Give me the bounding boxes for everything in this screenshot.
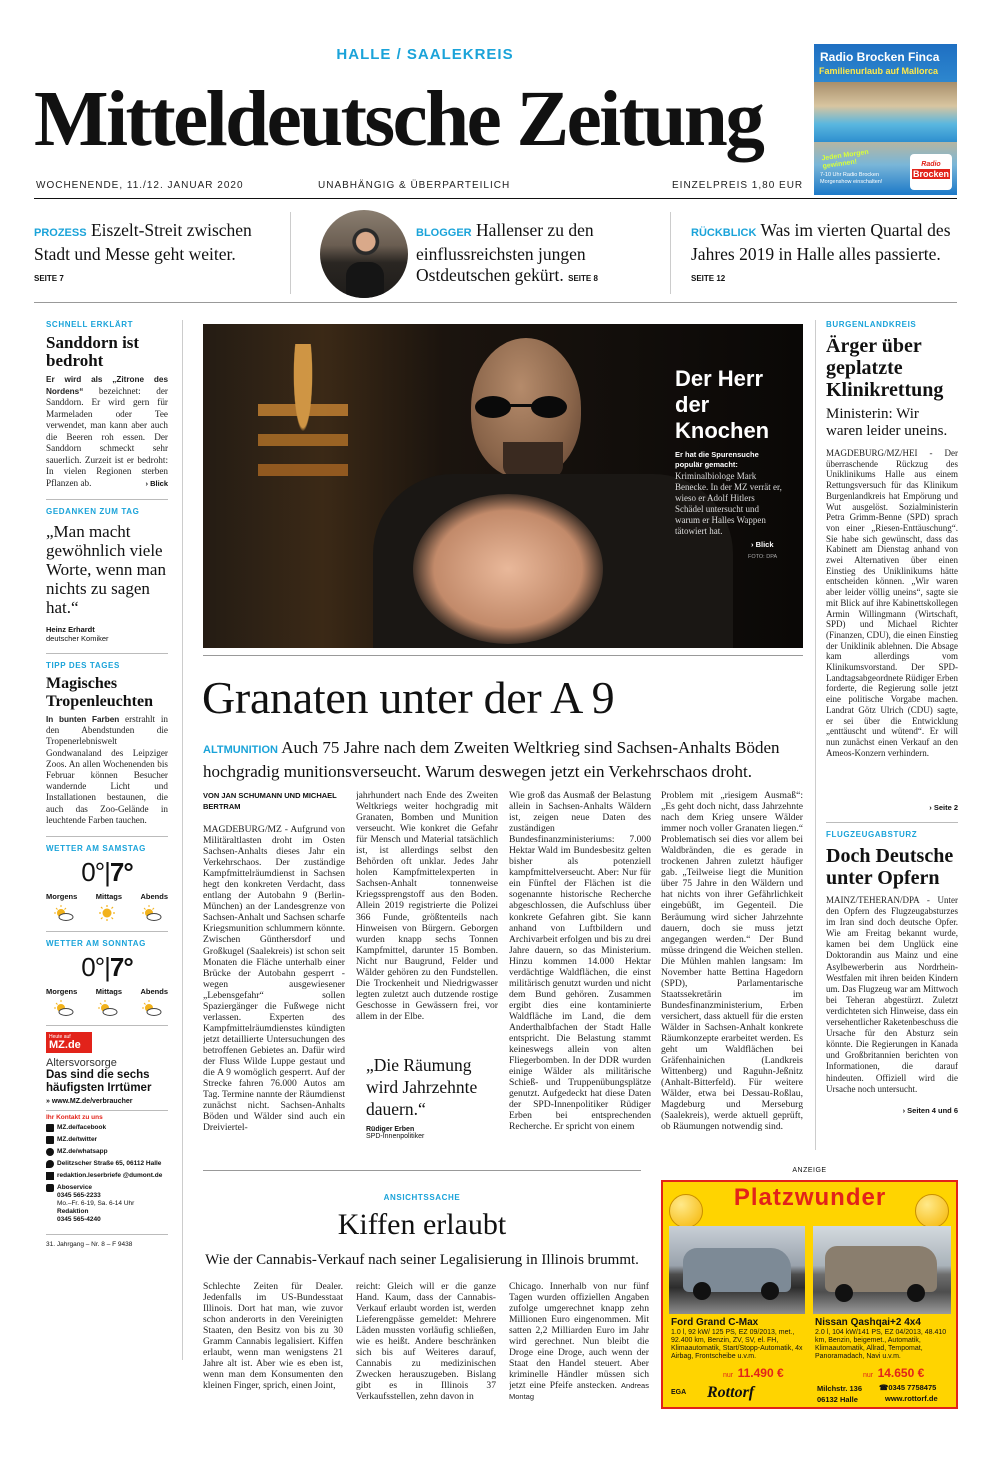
tipp-text <box>46 714 168 826</box>
wetter-sa-min: 0° <box>81 857 105 888</box>
rottorf-logo: Rottorf <box>707 1384 755 1401</box>
hands <box>413 494 603 644</box>
motto: UNABHÄNGIG & ÜBERPARTEILICH <box>318 180 511 191</box>
gedanken-quote: „Man macht gewöhnlich viele Worte, wenn man nichts zu sagen hat.“ <box>46 522 166 617</box>
teaser-ref: SEITE 12 <box>691 274 726 283</box>
photo-ref[interactable]: › Blick <box>751 540 774 549</box>
schnell-headline: Sanddorn ist bedroht <box>46 333 140 370</box>
promo-pool-image <box>814 82 957 142</box>
teaser-divider <box>670 212 671 294</box>
teaser-text: Was im vierten Quartal des Jahres 2019 in Halle alles passierte. <box>691 220 951 264</box>
sun-cloud-icon <box>140 1000 162 1016</box>
contact-whatsapp[interactable]: MZ.de/whatsapp <box>46 1148 168 1156</box>
red-label: Redaktion <box>57 1208 89 1216</box>
wetter-so-min: 0° <box>81 952 105 983</box>
kiffen-col3-text: Chicago. Innerhalb von nur fünf Tagen wurden offiziellen Angaben zufolge umgerechnet knapp zehn Millionen Euro eingenommen. Mit satten 2,2 Milliarden Euro im Jahr wird gerechnet. Nun bleibt die Droge eine Droge, auch wenn der Staat den Handel steuert. Aber kriminelle Händler müssen sich jetzt eine Pfeife anstecken. <box>509 1281 649 1392</box>
tipp-body: erstrahlt in den Abendstunden die Tropenerlebniswelt Gondwanaland des Leipziger Zoos. An allen Wochenenden bis Februar können Besucher wandernde Licht und Installationen bestaunen, die auch das Zoo-Gelände in leuchtende Farben tauchen. <box>46 714 168 825</box>
promo-small: 7-10 Uhr Radio Brocken Morgenshow einschalten! <box>820 172 883 185</box>
promo-subtitle: Familienurlaub auf Mallorca <box>819 66 939 76</box>
teaser-text: Hallenser zu den einflussreichsten jungen Ostdeutschen gekürt. <box>416 220 594 285</box>
brocken-logo-top: Radio <box>921 161 941 168</box>
skeleton-figure <box>258 344 348 644</box>
brocken-logo <box>910 154 952 190</box>
contact-list <box>46 1124 168 1224</box>
ad-phone: ☎0345 7758475 <box>879 1383 937 1392</box>
lead-photo[interactable] <box>203 324 803 648</box>
teaser-divider <box>290 212 291 294</box>
kiffen-headline: Kiffen erlaubt <box>337 1208 507 1241</box>
contact-head: Ihr Kontakt zu uns <box>46 1114 103 1122</box>
ega-logo: EGA <box>671 1389 687 1396</box>
teaser-blogger[interactable] <box>416 220 646 289</box>
promo-badge: Jeden Morgen gewinnen! <box>821 148 870 171</box>
mz-logo-top: Heute auf <box>49 1034 71 1041</box>
schnell-lead: Er wird als „Zitrone des Nordens“ <box>46 375 168 396</box>
sun-icon <box>96 905 118 921</box>
car1-price-value: 11.490 € <box>737 1366 784 1380</box>
mz-logo-text: MZ.de <box>49 1039 81 1052</box>
main-pullquote <box>366 1054 496 1140</box>
teaser-ref: SEITE 8 <box>568 274 598 283</box>
twitter-icon <box>46 1136 54 1144</box>
pullquote-role: SPD-Innenpolitiker <box>366 1133 425 1140</box>
gedanken-role: deutscher Komiker <box>46 634 109 643</box>
gedanken-author: Heinz Erhardt <box>46 625 95 634</box>
contact-phone <box>46 1184 168 1224</box>
burg-kicker: BURGENLANDKREIS <box>826 320 917 329</box>
schnell-ref[interactable]: › Blick <box>145 478 168 488</box>
kiffen-deck: Wie der Cannabis-Verkauf nach seiner Legalisierung in Illinois brummt. <box>205 1252 639 1268</box>
photo-rule <box>203 655 803 656</box>
teaser-text: Eiszelt-Streit zwischen Stadt und Messe geht weiter. <box>34 220 252 264</box>
wetter-so-max: 7° <box>109 952 133 983</box>
car2-price-value: 14.650 € <box>877 1366 925 1380</box>
main-deck <box>203 737 803 782</box>
blogger-body <box>346 262 384 298</box>
main-col1: MAGDEBURG/MZ - Aufgrund von Militäraltlasten droht im Osten Sachsen-Anhalts dieses Jahr ein Verkehrschaos. Der zuständige Kampfmittelräumdienst in Sachsen hegt den konkreten Verdacht, dass entlang der Autobahn 9 (Berlin-München) an der Landesgrenze von Sachsen-Anhalt und Sachsen scharfe Kriegsmunition schlummern könnte. Zwischen Günthersdorf und Großkugel (Saalekreis) ist schon seit Monaten die Fläche unterhalb einer Brücke der Autobahn gesperrt - wegen ausgewiesener „Lebensgefahr“ sollen Spaziergänger die Fußwege nicht verlassen. Experten des Kampfmittelräumdienstes kündigten jetzt detaillierte Untersuchungen des betroffenen Gebietes an. Dafür wird der Fluss Wilde Luppe gestaut und die A 9 womöglich gesperrt. Auf der Strecke fahren 76.000 Autos am Tag. Termine nannte der Räumdienst zunächst nicht. Sachsen-Anhalts Böden und Wälder sind auch ein Dreiviertel- <box>203 824 345 1134</box>
issue-number: 31. Jahrgang – Nr. 8 – F 9438 <box>46 1241 133 1249</box>
mz-line2: Das sind die sechs häufigsten Irrtümer <box>46 1069 152 1095</box>
newspaper-title: Mitteldeutsche Zeitung <box>34 76 763 163</box>
burg-deck: Ministerin: Wir waren leider uneins. <box>826 406 948 439</box>
car2-specs: 2.0 l, 104 kW/141 PS, EZ 04/2013, 48.410 km, Benzin, beigemet., Automatik, Klimaautomatik, Allrad, Tempomat, Panoramadach, Navi u.v.m. <box>815 1329 947 1360</box>
ad-footer <box>663 1380 958 1409</box>
issue-date: WOCHENENDE, 11./12. JANUAR 2020 <box>36 180 244 191</box>
main-headline: Granaten unter der A 9 <box>202 672 615 723</box>
blogger-avatar <box>320 210 408 298</box>
wetter-sa-labels <box>46 892 168 901</box>
teaser-kicker: PROZESS <box>34 227 87 239</box>
photo-credit: FOTO: DPA <box>748 554 778 560</box>
left-column <box>46 320 168 1248</box>
sun-cloud-icon <box>52 1000 74 1016</box>
ad-title: Platzwunder <box>733 1184 887 1211</box>
photo-overlay-headline: Der Herr der Knochen <box>675 366 770 443</box>
photo-lead: Er hat die Spurensuche populär gemacht: <box>675 450 759 469</box>
ad-web[interactable]: www.rottorf.de <box>885 1394 938 1403</box>
sun-cloud-icon <box>140 905 162 921</box>
wetter-sa-max: 7° <box>109 857 133 888</box>
main-kicker: ALTMUNITION <box>203 744 278 756</box>
abo-hours: Mo.–Fr. 6-19, Sa. 6-14 Uhr <box>57 1200 135 1208</box>
masthead-rule <box>34 198 957 199</box>
flug-text: MAINZ/TEHERAN/DPA - Unter den Opfern des Flugzeugabsturzes im Iran sind doch deutsche Opfer. Wie am Freitag bekannt wurde, kamen bei dem Unglück eine Doktorandin aus Mainz und eine Asylbewerberin aus Nordrhein-Westfalen mit ihren beiden Kindern um. Das Flugzeug war am Mittwoch bei Teheran abgestürzt. Zuletzt verdichteten sich Hinweise, dass ein versehentlicher Raketenbeschuss die Ursache für den Absturz sein könnte. Die Regierungen in Kanada und Großbritannien berichten von Informationen, die darauf hindeuten. Offiziell wird die Ursache noch untersucht. <box>826 895 958 1094</box>
tipp-kicker: TIPP DES TAGES <box>46 661 120 670</box>
flug-kicker: FLUGZEUGABSTURZ <box>826 830 918 839</box>
teaser-ref: SEITE 7 <box>34 274 64 283</box>
contact-mail[interactable]: redaktion.leserbriefe @dumont.de <box>46 1172 168 1180</box>
burg-text: MAGDEBURG/MZ/HEI - Der überraschende Rückzug des Uniklinikums Halle aus einem Rettungsversuch für das Klinikum Burgenlandkreis hat Empörung und Wut ausgelöst. Sozialministerin Petra Grimm-Benne (SPD) sprach von einer „Riesen-Enttäuschung“. Sie habe sich gewünscht, dass das Kabinett am Dienstag anhand von zwei Alternativen über einen Einstieg des Uniklinikums hätte entscheiden können. „Wir waren aber leider völlig uneins“, sagte sie mit Blick auf ihre Kabinettskollegen Armin Willingmann (Wirtschaft, SPD) und Michael Richter (Finanzen, CDU), die einen Einstieg der Uniklinik ablehnen. Die Absage kam allerdings vom Klinikumsvorstand. Der SPD-Landtagsabgeordnete Rüdiger Erben forderte, die Regierung solle jetzt eine politische Vorgabe machen. Landrat Götz Ulrich (CDU) sagte, er sei über die Entwicklung „enttäuscht und wütend“. Er will nun zunächst einen Verkauf an den Ameos-Konzern verhindern. <box>826 448 958 758</box>
sun-cloud-icon <box>52 905 74 921</box>
kiffen-kicker: ANSICHTSSACHE <box>383 1193 461 1202</box>
left-column-divider <box>182 320 183 1360</box>
contact-twitter[interactable]: MZ.de/twitter <box>46 1136 168 1144</box>
wetter-sa-icons <box>46 905 168 921</box>
kiffen-author: Andreas Montag <box>509 1381 649 1402</box>
schnell-text <box>46 374 168 489</box>
phone-icon <box>46 1184 54 1192</box>
region-label: HALLE / SAALEKREIS <box>336 46 514 63</box>
teaser-rueckblick[interactable] <box>691 220 959 289</box>
main-col2: jahrhundert nach Ende des Zweiten Weltkriegs weiter hochgradig mit Granaten, Bomben und Munition verseucht. Wie konkret die Gefahr für Mensch und Material tatsächlich ist, ist allerdings selbst den Behörden oft unklar. Jedes Jahr holen Kampfmittelexperten in Sachsen-Anhalt tonnenweise Kriegssprengstoff aus den Boden. Allein 2019 registrierte die Polizei 366 Funde, größtenteils nach Hinweisen von Bürgern. Geborgen wurden knapp sechs Tonnen Kampfmittel, darunter 15 Bomben. Nicht nur Baugrund, Felder und Wälder gehören zu den Fundstellen. Die Trockenheit und Niedrigwasser legten zuletzt auch dutzende rostige Geschosse in Gewässern frei, vor allem in der Elbe. <box>356 790 498 1022</box>
car1-photo <box>669 1226 805 1314</box>
flug-ref[interactable]: › Seiten 4 und 6 <box>826 1106 958 1115</box>
gedanken-kicker: GEDANKEN ZUM TAG <box>46 507 140 516</box>
main-deck-text: Auch 75 Jahre nach dem Zweiten Weltkrieg sind Sachsen-Anhalts Böden hochgradig munitionsverseucht. Warum deswegen jetzt ein Verkehrschaos droht. <box>203 738 780 781</box>
wetter-label: Morgens <box>46 987 78 997</box>
sun-cloud-icon <box>96 1000 118 1016</box>
smiley-left-icon <box>669 1194 703 1228</box>
wetter-label: Mittags <box>95 892 122 902</box>
burg-headline: Ärger über geplatzte Klinikrettung <box>826 335 944 401</box>
car1-price-pre: nur <box>723 1372 734 1379</box>
flug-headline: Doch Deutsche unter Opfern <box>826 845 954 889</box>
tipp-headline: Magisches Tropenleuchten <box>46 675 153 710</box>
pullquote-text: „Die Räumung wird Jahrzehnte dauern.“ <box>366 1055 478 1119</box>
smiley-right-icon <box>915 1194 949 1228</box>
bottom-rule <box>203 1170 641 1171</box>
abo-label: Aboservice <box>57 1184 93 1192</box>
platzwunder-ad[interactable] <box>661 1180 958 1409</box>
wetter-so-kicker: WETTER AM SONNTAG <box>46 939 146 949</box>
mail-icon <box>46 1172 54 1180</box>
schnell-body: bezeichnet: der Sanddorn. Er wird gern für Marmeladen oder Tee verwendet, man kann aber auch die Beeren roh essen. Der Sanddorn schmeckt sehr sauerlich. Zurzeit ist er bedroht: In vielen Regionen sterben Pflanzen ab. <box>46 385 168 488</box>
car2-name: Nissan Qashqai+2 4x4 <box>815 1317 921 1328</box>
contact-facebook[interactable]: MZ.de/facebook <box>46 1124 168 1132</box>
contact-address: Delitzscher Straße 65, 06112 Halle <box>46 1160 168 1168</box>
sunglasses <box>475 396 575 418</box>
main-col4: Problem mit „riesigem Ausmaß“: „Es geht doch nicht, dass Jahrzehnte nach dem Krieg unsere Wälder immer noch voller Granaten liegen.“ Problematisch sei dies vor allem bei Waldbränden, die es gerade in trockenen Jahren zuletzt häufiger gab. „Teilweise liegt die Munition über 75 Jahre in den Wäldern und hat nichts von ihrer Gefährlichkeit eingebüßt, im Gegenteil. Die Beräumung wird sicher Jahrzehnte dauern, doch sie muss jetzt angegangen werden.“ Der Bund müsse dringend die Weichen stellen. Die Mühlen mahlen langsam: Im November hatte Bettina Hagedorn (SPD), Parlamentarische Staatssekretärin im Bundesfinanzministerium, Erben versichert, dass aktuell für die ersten Wälder in Sachsen-Anhalt konkrete Räumkonzepte erarbeitet werden. Es geht um Waldflächen bei Gräfenhainichen (Landkreis Wittenberg) und Raguhn-Jeßnitz (Anhalt-Bitterfeld). Für weitere Wälder, etwa bei Dessau-Roßlau, Magdeburg und Merseburg (Saalekreis), werde aktuell geprüft, ob Räumungen notwendig sind. <box>661 790 803 1133</box>
wetter-so-icons <box>46 1000 168 1016</box>
car2-price-pre: nur <box>863 1372 874 1379</box>
photo-caption: Kriminalbiologe Mark Benecke. In der MZ verrät er, wieso er Adolf Hitlers Schädel untersucht und warum er Halles Wappen tätowiert hat. <box>675 471 782 536</box>
mz-line1: Altersvorsorge <box>46 1057 117 1070</box>
kiffen-col1: Schlechte Zeiten für Dealer. Jedenfalls im US-Bundesstaat Illinois. Dort hat man, wie zuvor schon anderorts in den Vereinigten Staaten, den Besitz von bis zu 30 Gramm Cannabis legalisiert. Kiffen erlaubt, wenn man wenigstens 21 Jahre alt ist. Aber wie es eben ist, wenn man dem Konsumenten den kleinen Finger, sprich, einen Joint, <box>203 1281 343 1392</box>
car1-specs: 1.0 l, 92 kW/ 125 PS, EZ 09/2013, met., 92.400 km, Benzin, ZV, SV, el. FH, Klimaautomatik, Start/Stopp-Automatik, 4x Airbag, Frontscheibe u.v.m. <box>671 1329 803 1360</box>
teaser-rule <box>34 302 957 303</box>
teaser-kicker: BLOGGER <box>416 227 472 239</box>
kiffen-col2: reicht: Gleich will er die ganze Hand. Kaum, dass der Cannabis-Verkauf erlaubt worden ist, werden Lieferengpässe gemeldet: Mehrere Läden mussten vorläufig schließen, wie es heißt. Andere beschränken sich bis auf Weiteres darauf, Cannabis zu medizinischen Zwecken herauszugeben. Bislang gibt es in Illinois 37 Verkaufsstellen, zehn davon in <box>356 1281 496 1403</box>
schnell-kicker: SCHNELL ERKLÄRT <box>46 320 134 329</box>
wetter-so-labels <box>46 987 168 996</box>
wetter-label: Abends <box>140 987 168 997</box>
mz-online-box[interactable] <box>46 1032 168 1224</box>
price: EINZELPREIS 1,80 EUR <box>672 180 804 191</box>
abo-phone: 0345 565-2233 <box>57 1192 101 1200</box>
whatsapp-icon <box>46 1148 54 1156</box>
wetter-so-temp: 0°|7° <box>81 952 133 983</box>
car1-name: Ford Grand C-Max <box>671 1317 759 1328</box>
pullquote-author: Rüdiger Erben <box>366 1126 415 1133</box>
ad-address: Milchstr. 136 06132 Halle <box>817 1384 863 1404</box>
car2-photo <box>813 1226 951 1314</box>
red-phone: 0345 565-4240 <box>57 1216 101 1224</box>
brocken-logo-text: Brocken <box>912 169 949 179</box>
mz-link[interactable]: » www.MZ.de/verbraucher <box>46 1098 133 1106</box>
mz-logo <box>46 1032 92 1053</box>
right-column <box>826 320 958 1115</box>
wetter-label: Abends <box>140 892 168 902</box>
teaser-prozess[interactable] <box>34 220 259 289</box>
tipp-lead: In bunten Farben <box>46 715 120 724</box>
phone-icon: ☎ <box>879 1383 889 1392</box>
wetter-sa-kicker: WETTER AM SAMSTAG <box>46 844 146 854</box>
wetter-sa-temp: 0°|7° <box>81 857 133 888</box>
wetter-label: Morgens <box>46 892 78 902</box>
main-col3: Wie groß das Ausmaß der Belastung allein in Sachsen-Anhalts Wäldern ist, zeigen neue Daten des zuständigen Bundesfinanzministeriums: 7.000 Hektar Wald im Bundesbesitz gelten bisher als potenziell kampfmittelverseucht. Aber: Nur für ein Fünftel der Flächen ist die sogenannte historische Recherche abgeschlossen, die Aufschluss über konkrete Gefahren gibt. Sie kann anhand von Luftbildern und Archivarbeit erfolgen und bis zu drei Jahre dauern, so das Ministerium. Hinzu kommen 14.000 Hektar verdächtige Waldflächen, die einst militärisch genutzt wurden und nicht dem Bund gehören. Zusammen ergibt dies eine kontaminierte Waldfläche im Land, die dem Anderthalbfachen der Stadt Halle entspricht. Die Belastung stammt keineswegs allein von alten Fliegerbomben. In der DDR wurden einige Wälder als militärische Schieß- und Truppenübungsplätze genutzt. Aufgedeckt hat diese Daten der SPD-Innenpolitiker Rüdiger Erben bei entsprechenden Recherche. Er spricht von einem <box>509 790 651 1133</box>
burg-ref[interactable]: › Seite 2 <box>826 803 958 812</box>
main-authors: VON JAN SCHUMANN UND MICHAEL BERTRAM <box>203 791 337 811</box>
wetter-label: Mittags <box>95 987 122 997</box>
radio-promo[interactable] <box>814 44 957 195</box>
promo-title: Radio Brocken Finca <box>820 50 940 64</box>
right-column-divider <box>815 320 816 1150</box>
kiffen-col3 <box>509 1281 649 1408</box>
facebook-icon <box>46 1124 54 1132</box>
location-icon <box>46 1160 54 1168</box>
teaser-kicker: RÜCKBLICK <box>691 227 757 239</box>
ad-label: ANZEIGE <box>661 1167 958 1174</box>
